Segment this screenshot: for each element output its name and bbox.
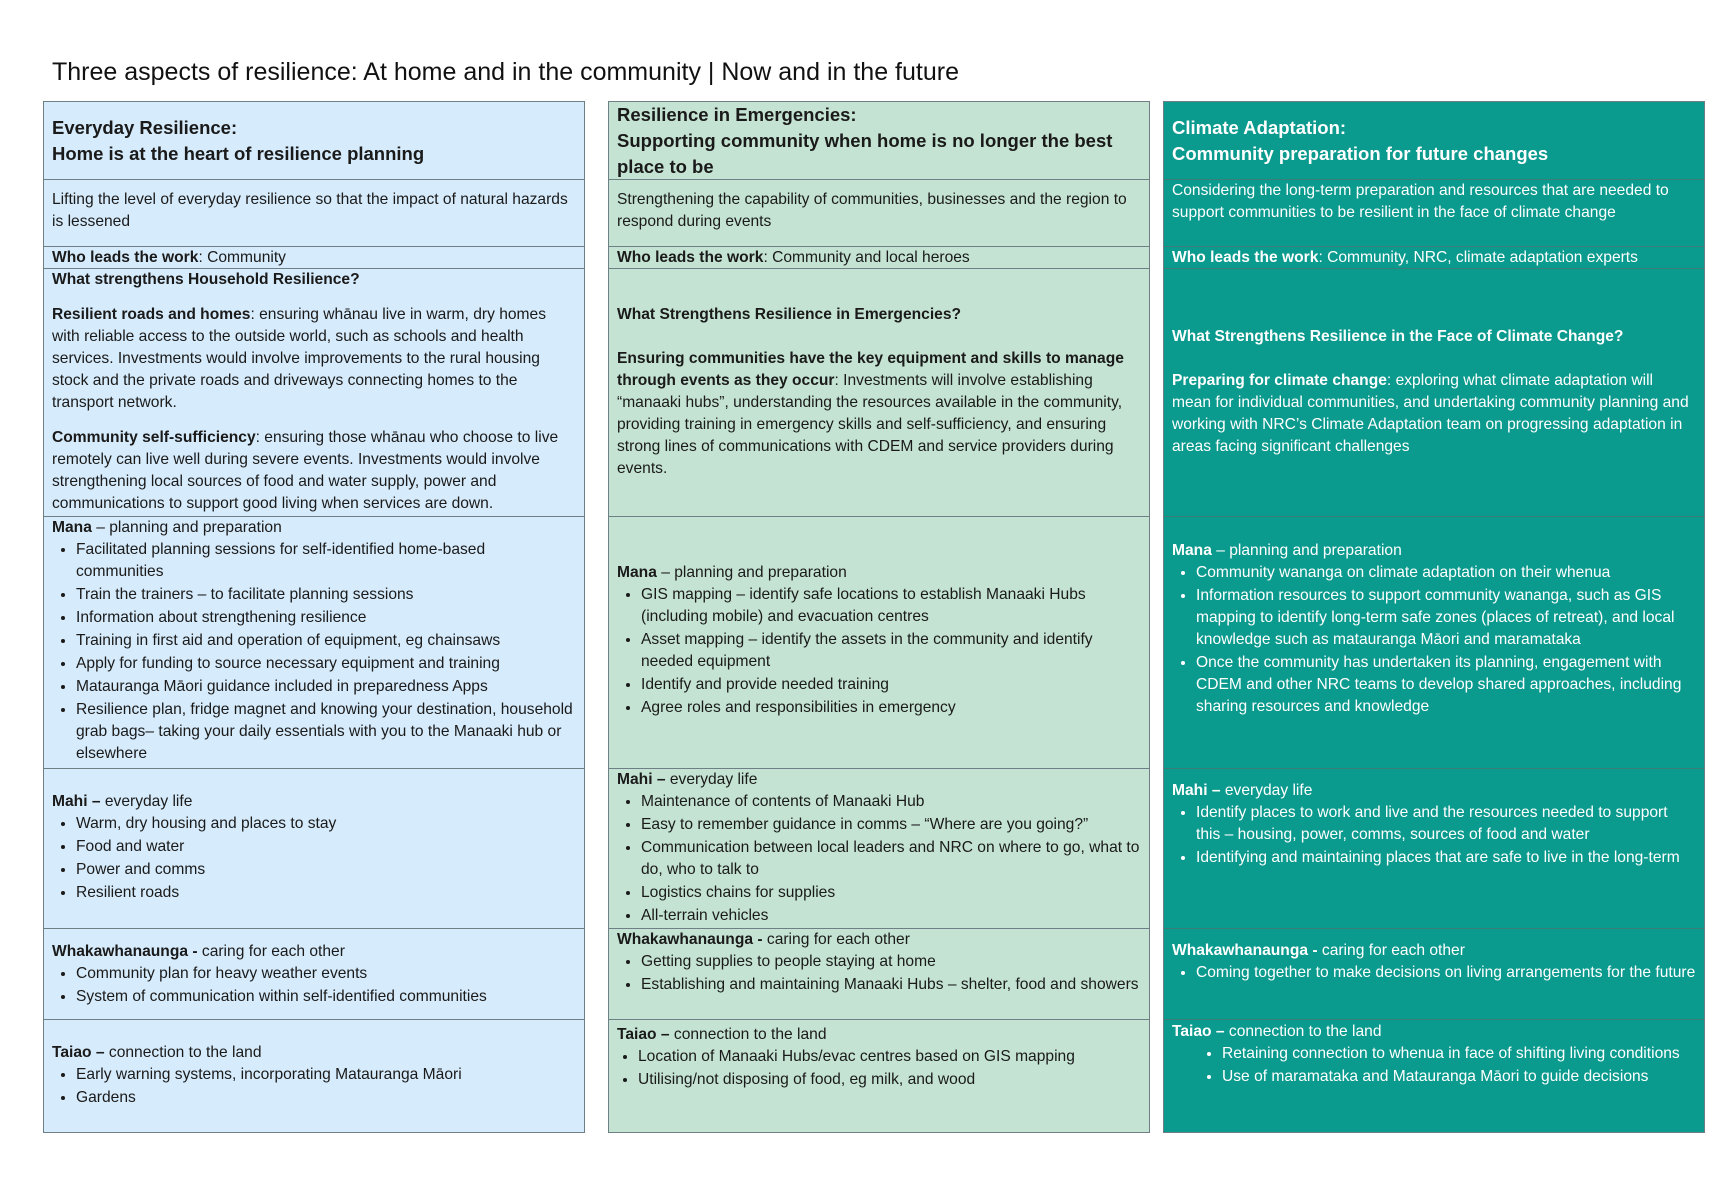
mahi-section bbox=[609, 769, 1149, 929]
column-climate-adaptation bbox=[1163, 101, 1705, 1133]
column-heading bbox=[609, 102, 1149, 180]
list-item: • Community plan for heavy weather events bbox=[76, 963, 576, 986]
heading-line-2: Supporting community when home is no longer the best place to be bbox=[617, 130, 1113, 177]
taiao-label: Taiao – bbox=[1172, 1023, 1225, 1040]
mahi-heading bbox=[1172, 780, 1696, 802]
mana-section bbox=[609, 517, 1149, 769]
heading-line-1: Everyday Resilience: bbox=[52, 117, 238, 138]
whakawhanaunga-section bbox=[1164, 929, 1704, 1020]
whaka-heading bbox=[617, 929, 1141, 951]
whaka-heading bbox=[52, 941, 576, 963]
paragraph-1-bold: Preparing for climate change bbox=[1172, 372, 1387, 389]
list-item: • Easy to remember guidance in comms – “Where are you going?” bbox=[641, 814, 1141, 837]
mahi-text: everyday life bbox=[665, 771, 758, 788]
strengthens-title: What Strengthens Resilience in Emergencies? bbox=[617, 306, 962, 323]
list-item: • Identify places to work and live and the resources needed to support this – housing, power, comms, sources of food and water bbox=[1196, 802, 1696, 847]
list-item: • GIS mapping – identify safe locations to establish Manaaki Hubs (including mobile) and evacuation centres bbox=[641, 584, 1141, 629]
paragraph-2-bold: Community self-sufficiency bbox=[52, 429, 256, 446]
list-item: • All-terrain vehicles bbox=[641, 905, 1141, 928]
whaka-text: caring for each other bbox=[762, 931, 910, 948]
list-item: • Power and comms bbox=[76, 859, 576, 882]
list-item: • Once the community has undertaken its planning, engagement with CDEM and other NRC teams to develop shared approaches, including sharing resources and knowledge bbox=[1196, 652, 1696, 719]
paragraph-1-text: : ensuring whānau live in warm, dry homes with reliable access to the outside world, such as schools and health services. Investments would involve improvements to the rural housing stock and the private roads and driveways connecting homes to the transport network. bbox=[52, 306, 547, 411]
taiao-section bbox=[609, 1020, 1149, 1132]
mahi-list bbox=[617, 791, 1141, 928]
paragraph-2 bbox=[52, 427, 576, 515]
list-item: • Facilitated planning sessions for self-identified home-based communities bbox=[76, 539, 576, 584]
list-item: • Matauranga Māori guidance included in preparedness Apps bbox=[76, 676, 576, 699]
taiao-section bbox=[44, 1020, 584, 1132]
list-item: • Asset mapping – identify the assets in the community and identify needed equipment bbox=[641, 629, 1141, 674]
mana-label: Mana bbox=[617, 564, 657, 581]
whaka-list bbox=[52, 963, 576, 1009]
strengthens-title: What strengthens Household Resilience? bbox=[52, 271, 360, 288]
mana-list bbox=[1172, 562, 1696, 719]
taiao-text: connection to the land bbox=[669, 1026, 827, 1043]
mahi-heading bbox=[617, 769, 1141, 791]
list-item: • Agree roles and responsibilities in emergency bbox=[641, 697, 1141, 720]
list-item: • Food and water bbox=[76, 836, 576, 859]
list-item: • Information about strengthening resilience bbox=[76, 607, 576, 630]
list-item: • Getting supplies to people staying at home bbox=[641, 951, 1141, 974]
whaka-list bbox=[617, 951, 1141, 997]
leads-value: : Community and local heroes bbox=[763, 249, 970, 266]
paragraph-1-bold: Resilient roads and homes bbox=[52, 306, 251, 323]
list-item: • Identify and provide needed training bbox=[641, 674, 1141, 697]
list-item: • System of communication within self-identified communities bbox=[76, 986, 576, 1009]
mana-section bbox=[1164, 517, 1704, 769]
paragraph-1-text: : Investments will involve establishing “manaaki hubs”, understanding the resources available in the community, providing training in emergency skills and self-sufficiency, and ensuring strong lines of communications with CDEM and service providers during events. bbox=[617, 372, 1123, 477]
leads-label: Who leads the work bbox=[52, 249, 199, 266]
whaka-label: Whakawhanaunga - bbox=[617, 931, 763, 948]
mana-text: – planning and preparation bbox=[1211, 542, 1402, 559]
page-title: Three aspects of resilience: At home and in the community | Now and in the future bbox=[52, 58, 959, 86]
mana-text: – planning and preparation bbox=[91, 519, 282, 536]
paragraph-1 bbox=[52, 304, 576, 414]
mana-label: Mana bbox=[1172, 542, 1212, 559]
mahi-label: Mahi – bbox=[1172, 782, 1221, 799]
list-item: • Information resources to support community wananga, such as GIS mapping to identify long-term safe zones (places of retreat), and local knowledge such as matauranga Māori and maramataka bbox=[1196, 585, 1696, 652]
mana-text: – planning and preparation bbox=[656, 564, 847, 581]
list-item: • Training in first aid and operation of equipment, eg chainsaws bbox=[76, 630, 576, 653]
list-item: • Gardens bbox=[76, 1087, 576, 1110]
list-item: • Coming together to make decisions on living arrangements for the future bbox=[1196, 962, 1696, 985]
whaka-text: caring for each other bbox=[197, 943, 345, 960]
column-resilience-in-emergencies bbox=[608, 101, 1150, 1133]
leads-value: : Community, NRC, climate adaptation experts bbox=[1318, 249, 1638, 266]
list-item: • Retaining connection to whenua in face of shifting living conditions bbox=[1222, 1043, 1696, 1066]
whakawhanaunga-section bbox=[609, 929, 1149, 1020]
leads-row bbox=[609, 247, 1149, 269]
strengthens-section bbox=[44, 269, 584, 517]
list-item: • Identifying and maintaining places that are safe to live in the long-term bbox=[1196, 847, 1696, 870]
mahi-text: everyday life bbox=[1220, 782, 1313, 799]
list-item: • Maintenance of contents of Manaaki Hub bbox=[641, 791, 1141, 814]
taiao-text: connection to the land bbox=[104, 1044, 262, 1061]
paragraph-1 bbox=[617, 348, 1141, 480]
mahi-label: Mahi – bbox=[617, 771, 666, 788]
heading-line-1: Climate Adaptation: bbox=[1172, 117, 1347, 138]
taiao-label: Taiao – bbox=[52, 1044, 105, 1061]
list-item: • Early warning systems, incorporating Matauranga Māori bbox=[76, 1064, 576, 1087]
list-item: • Utilising/not disposing of food, eg milk, and wood bbox=[638, 1069, 1141, 1092]
leads-label: Who leads the work bbox=[1172, 249, 1319, 266]
leads-label: Who leads the work bbox=[617, 249, 764, 266]
paragraph-1 bbox=[1172, 370, 1696, 458]
paragraph-1-bold: Ensuring communities have the key equipment and skills to manage through events as they occur bbox=[617, 350, 1124, 389]
taiao-list bbox=[617, 1046, 1141, 1092]
heading-line-2: Community preparation for future changes bbox=[1172, 143, 1549, 164]
strengthens-title: What Strengthens Resilience in the Face of Climate Change? bbox=[1172, 328, 1624, 345]
mahi-heading bbox=[52, 791, 576, 813]
column-heading bbox=[1164, 102, 1704, 180]
strengthens-section bbox=[1164, 269, 1704, 517]
list-item: • Warm, dry housing and places to stay bbox=[76, 813, 576, 836]
mana-heading bbox=[1172, 540, 1696, 562]
whaka-list bbox=[1172, 962, 1696, 985]
description-text: Lifting the level of everyday resilience so that the impact of natural hazards is lessened bbox=[52, 191, 568, 230]
column-description bbox=[609, 180, 1149, 247]
list-item: • Logistics chains for supplies bbox=[641, 882, 1141, 905]
paragraph-1-text: : exploring what climate adaptation will mean for individual communities, and undertaking community planning and working with NRC’s Climate Adaptation team on progressing adaptation in areas facing significant challenges bbox=[1172, 372, 1689, 455]
list-item: • Train the trainers – to facilitate planning sessions bbox=[76, 584, 576, 607]
paragraph-2-text: : ensuring those whānau who choose to live remotely can live well during severe events. Investments would involve strengthening local sources of food and water supply, power and communications to support good living when services are down. bbox=[52, 429, 559, 512]
taiao-heading bbox=[1172, 1021, 1696, 1043]
list-item: • Location of Manaaki Hubs/evac centres based on GIS mapping bbox=[638, 1046, 1141, 1069]
whaka-label: Whakawhanaunga - bbox=[1172, 942, 1318, 959]
mana-heading bbox=[617, 562, 1141, 584]
description-text: Strengthening the capability of communities, businesses and the region to respond during events bbox=[617, 191, 1127, 230]
list-item: • Communication between local leaders and NRC on where to go, what to do, who to talk to bbox=[641, 837, 1141, 882]
taiao-heading bbox=[52, 1042, 576, 1064]
list-item: • Apply for funding to source necessary equipment and training bbox=[76, 653, 576, 676]
column-everyday-resilience bbox=[43, 101, 585, 1133]
column-heading bbox=[44, 102, 584, 180]
taiao-list bbox=[1172, 1043, 1696, 1089]
list-item: • Resilience plan, fridge magnet and knowing your destination, household grab bags– taking your daily essentials with you to the Manaaki hub or elsewhere bbox=[76, 699, 576, 766]
heading-line-2: Home is at the heart of resilience planning bbox=[52, 143, 425, 164]
column-description bbox=[1164, 180, 1704, 247]
mana-section bbox=[44, 517, 584, 769]
taiao-list bbox=[52, 1064, 576, 1110]
mana-list bbox=[617, 584, 1141, 720]
mahi-text: everyday life bbox=[100, 793, 193, 810]
mahi-label: Mahi – bbox=[52, 793, 101, 810]
whaka-heading bbox=[1172, 940, 1696, 962]
leads-value: : Community bbox=[198, 249, 286, 266]
whakawhanaunga-section bbox=[44, 929, 584, 1020]
taiao-heading bbox=[617, 1024, 1141, 1046]
mahi-section bbox=[44, 769, 584, 929]
heading-line-1: Resilience in Emergencies: bbox=[617, 104, 857, 125]
mahi-list bbox=[1172, 802, 1696, 870]
whaka-text: caring for each other bbox=[1317, 942, 1465, 959]
taiao-section bbox=[1164, 1020, 1704, 1132]
taiao-text: connection to the land bbox=[1224, 1023, 1382, 1040]
strengthens-section bbox=[609, 269, 1149, 517]
mahi-list bbox=[52, 813, 576, 905]
column-description bbox=[44, 180, 584, 247]
leads-row bbox=[44, 247, 584, 269]
mahi-section bbox=[1164, 769, 1704, 929]
taiao-label: Taiao – bbox=[617, 1026, 670, 1043]
list-item: • Community wananga on climate adaptation on their whenua bbox=[1196, 562, 1696, 585]
mana-list bbox=[52, 539, 576, 766]
description-text: Considering the long-term preparation and resources that are needed to support communities to be resilient in the face of climate change bbox=[1172, 182, 1669, 221]
list-item: • Use of maramataka and Matauranga Māori to guide decisions bbox=[1222, 1066, 1696, 1089]
whaka-label: Whakawhanaunga - bbox=[52, 943, 198, 960]
mana-heading bbox=[52, 517, 576, 539]
list-item: • Establishing and maintaining Manaaki Hubs – shelter, food and showers bbox=[641, 974, 1141, 997]
list-item: • Resilient roads bbox=[76, 882, 576, 905]
mana-label: Mana bbox=[52, 519, 92, 536]
leads-row bbox=[1164, 247, 1704, 269]
